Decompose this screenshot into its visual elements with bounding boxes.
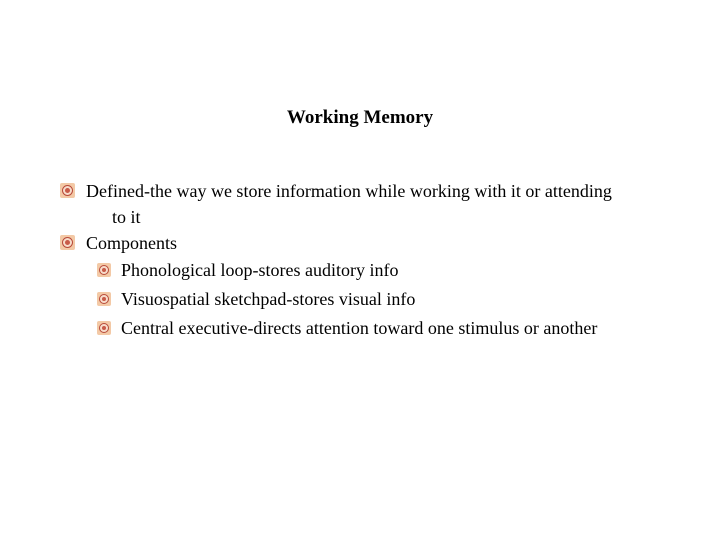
target-bullet-icon: [60, 235, 75, 250]
sub-bullet-item-central-executive: [0, 314, 720, 343]
sub-bullet-text: Visuospatial sketchpad-stores visual info: [121, 289, 416, 309]
sub-bullet-item-visuospatial: [0, 285, 720, 314]
bullet-text: Components: [86, 233, 178, 253]
target-bullet-icon: [97, 263, 111, 277]
bullet-text-line-2: to it: [112, 207, 141, 227]
bullet-text-line-1: Defined-the way we store information while working with it or attending: [86, 181, 612, 201]
target-bullet-icon: [97, 292, 111, 306]
sub-bullet-item-phonological: [0, 256, 720, 285]
bullet-item-components: [0, 230, 686, 256]
bullet-list: [0, 178, 720, 343]
target-bullet-icon: [97, 321, 111, 335]
slide-title: Working Memory: [286, 107, 434, 128]
sub-bullet-text: Central executive-directs attention toward one stimulus or another: [121, 318, 598, 338]
target-bullet-icon: [60, 183, 75, 198]
bullet-item-definition: [0, 178, 686, 230]
sub-bullet-text: Phonological loop-stores auditory info: [121, 260, 399, 280]
